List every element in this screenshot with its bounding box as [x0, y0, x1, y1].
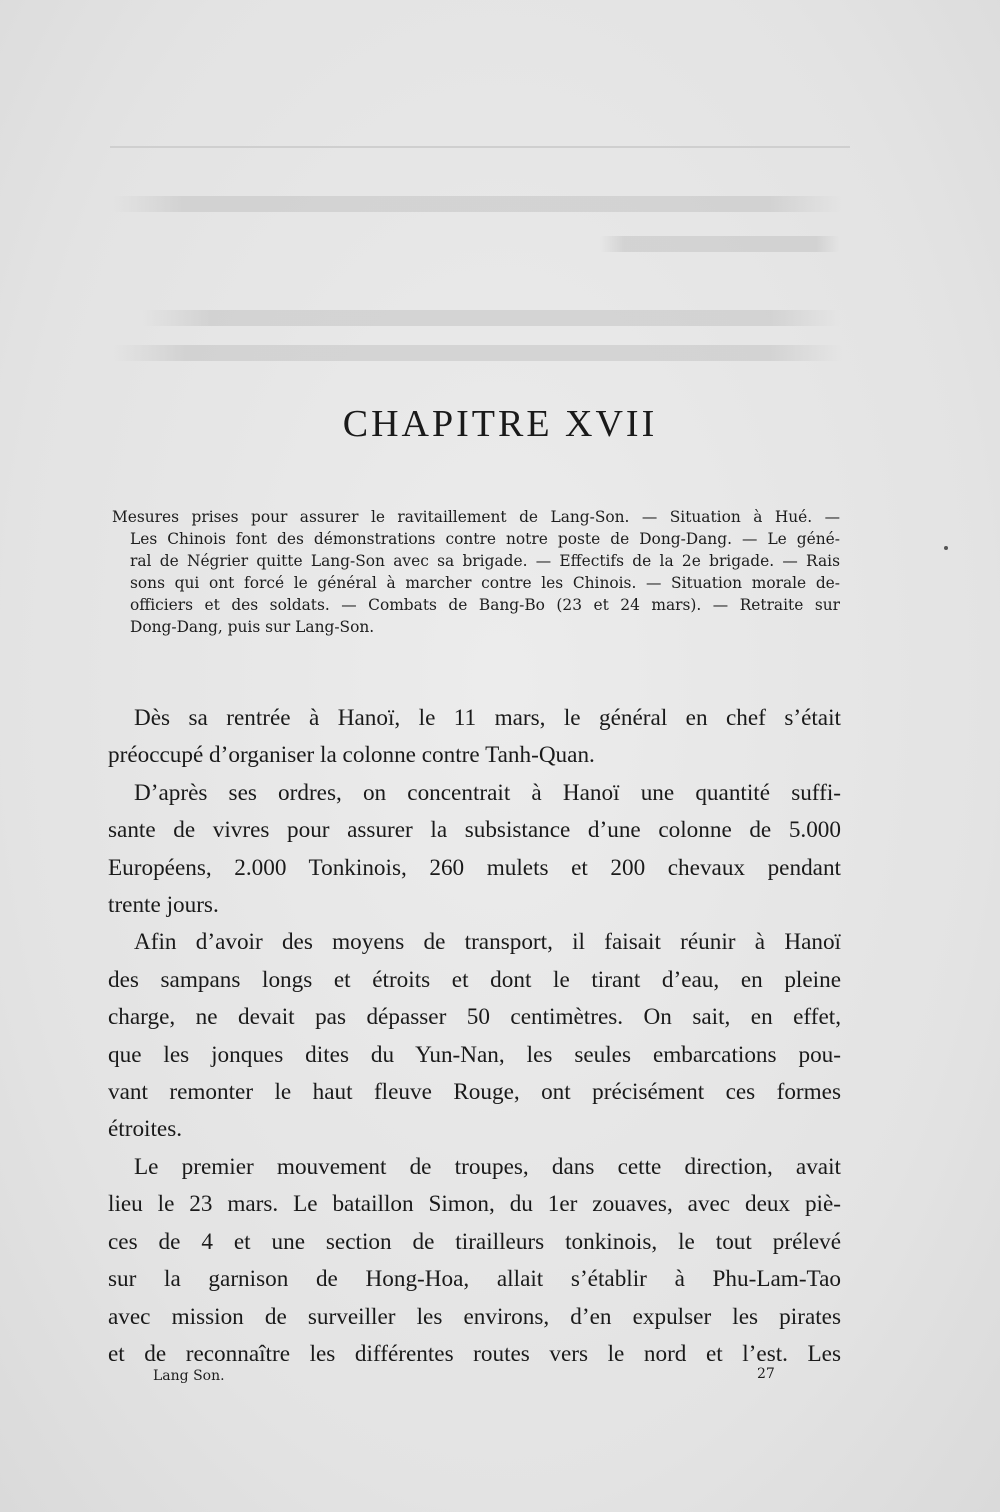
summary-line: officiers et des soldats. — Combats de Bang-Bo (23 et 24 mars). — Retraite sur — [130, 596, 840, 614]
body-line: que les jonques dites du Yun-Nan, les seules embarcations pou- — [108, 1041, 841, 1068]
body-line: ces de 4 et une section de tirailleurs tonkinois, le tout prélevé — [108, 1228, 841, 1255]
summary-line: Mesures prises pour assurer le ravitaillement de Lang-Son. — Situation à Hué. — — [112, 508, 840, 526]
summary-line: Les Chinois font des démonstrations contre notre poste de Dong-Dang. — Le géné- — [130, 530, 840, 548]
body-line: D’après ses ordres, on concentrait à Hanoï une quantité suffi- — [134, 779, 841, 806]
bleed-through-line — [112, 345, 842, 361]
body-line: étroites. — [108, 1116, 183, 1143]
summary-line: Dong-Dang, puis sur Lang-Son. — [130, 618, 375, 636]
body-line: sur la garnison de Hong-Hoa, allait s’établir à Phu-Lam-Tao — [108, 1266, 841, 1293]
bleed-through-rule — [110, 146, 850, 148]
footer-sheet-number: 27 — [757, 1366, 775, 1382]
body-line: et de reconnaître les différentes routes vers le nord et l’est. Les — [108, 1340, 841, 1367]
body-line: des sampans longs et étroits et dont le tirant d’eau, en pleine — [108, 966, 841, 993]
body-line: préoccupé d’organiser la colonne contre Tanh-Quan. — [108, 742, 595, 769]
summary-line: sons qui ont forcé le général à marcher contre les Chinois. — Situation morale de- — [130, 574, 840, 592]
summary-line: ral de Négrier quitte Lang-Son avec sa brigade. — Effectifs de la 2e brigade. — Rais — [130, 552, 840, 570]
chapter-title: CHAPITRE XVII — [342, 403, 658, 445]
body-line: Européens, 2.000 Tonkinois, 260 mulets et 200 chevaux pendant — [108, 854, 841, 881]
bleed-through-line — [600, 236, 840, 252]
body-text — [108, 700, 841, 1373]
chapter-summary — [112, 506, 840, 638]
body-line: Le premier mouvement de troupes, dans cette direction, avait — [134, 1153, 841, 1180]
body-line: Dès sa rentrée à Hanoï, le 11 mars, le général en chef s’était — [134, 705, 841, 731]
footer-signature: Lang Son. — [153, 1368, 225, 1384]
body-line: trente jours. — [108, 892, 219, 919]
ink-speck — [944, 546, 948, 550]
body-line: charge, ne devait pas dépasser 50 centimètres. On sait, en effet, — [108, 1004, 841, 1031]
body-line: avec mission de surveiller les environs, d’en expulser les pirates — [108, 1303, 841, 1330]
bleed-through-line — [112, 196, 842, 212]
body-line: lieu le 23 mars. Le bataillon Simon, du 1er zouaves, avec deux piè- — [108, 1191, 841, 1218]
body-line: Afin d’avoir des moyens de transport, il faisait réunir à Hanoï — [134, 929, 841, 956]
body-line: vant remonter le haut fleuve Rouge, ont précisément ces formes — [108, 1079, 841, 1106]
bleed-through-line — [140, 310, 840, 326]
body-line: sante de vivres pour assurer la subsistance d’une colonne de 5.000 — [108, 817, 841, 844]
